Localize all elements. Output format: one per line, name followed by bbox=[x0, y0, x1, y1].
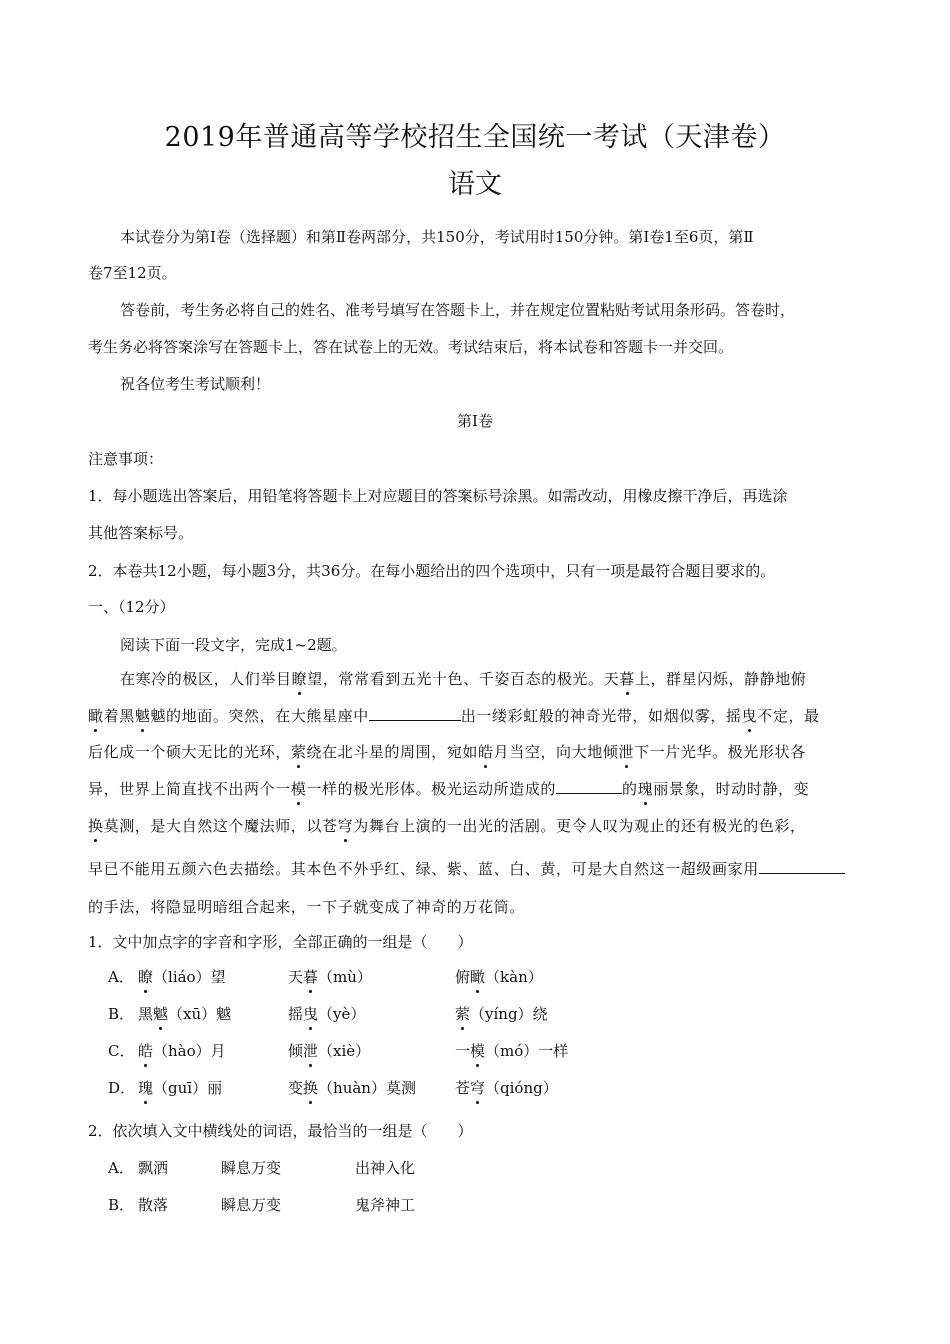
dotted-char: 模 bbox=[290, 780, 307, 798]
passage-line-2 bbox=[88, 705, 866, 726]
option-text: 天 bbox=[288, 968, 304, 986]
dotted-char: 瞰 bbox=[470, 968, 486, 986]
q1-option-b-item-1 bbox=[138, 1003, 231, 1024]
option-text: （guī）丽 bbox=[153, 1079, 223, 1097]
dotted-char: 魆 bbox=[153, 1005, 169, 1023]
intro-paragraph-2-line-1: 答卷前，考生务必将自己的姓名、准考号填写在答题卡上，并在规定位置粘贴考试用条形码。答卷时， bbox=[120, 301, 796, 319]
dotted-char: 瞰 bbox=[88, 707, 104, 725]
passage-text: 早已不能用五颜六色去描绘。其本色不外乎红、绿、紫、蓝、白、黄，可是大自然这一超级画家用 bbox=[88, 860, 759, 878]
note-1-line-1: 1．每小题选出答案后，用铅笔将答题卡上对应题目的答案标号涂黑。如需改动，用橡皮擦干净后，再选涂 bbox=[88, 487, 788, 505]
option-text: （liáo）望 bbox=[153, 968, 226, 986]
dotted-char: 穹 bbox=[337, 817, 354, 835]
note-2: 2．本卷共12小题，每小题3分，共36分。在每小题给出的四个选项中，只有一项是最符合题目要求的。 bbox=[88, 562, 776, 580]
q1-option-c-item-2 bbox=[288, 1040, 370, 1061]
passage-text: 的 bbox=[622, 780, 638, 798]
section-title: 第Ⅰ卷 bbox=[457, 412, 493, 430]
dotted-char: 泄 bbox=[618, 743, 635, 761]
intro-paragraph-1-line-2: 卷7至12页。 bbox=[88, 264, 177, 282]
exam-title: 2019年普通高等学校招生全国统一考试（天津卷） bbox=[164, 122, 786, 153]
q1-option-c-label[interactable]: C． bbox=[108, 1042, 135, 1060]
q1-option-a-label[interactable]: A． bbox=[108, 968, 134, 986]
q1-option-a-item-1 bbox=[138, 966, 226, 987]
passage-line-1 bbox=[120, 668, 866, 689]
dotted-char: 瑰 bbox=[138, 1079, 154, 1097]
q1-option-a-item-3 bbox=[455, 966, 543, 987]
passage-text: 魆的地面。突然，在大熊星座中 bbox=[150, 707, 369, 725]
passage-text: 后化成一个硕大无比的光环， bbox=[88, 743, 291, 761]
q1-option-b-label[interactable]: B． bbox=[108, 1005, 135, 1023]
dotted-char: 萦 bbox=[290, 743, 307, 761]
subject-title: 语文 bbox=[448, 169, 502, 200]
q1-option-c-item-3 bbox=[455, 1040, 568, 1061]
dotted-char: 瞭 bbox=[291, 670, 308, 688]
passage-line-4 bbox=[88, 778, 866, 799]
option-text: （xū）魆 bbox=[168, 1005, 232, 1023]
good-luck-line: 祝各位考生考试顺利！ bbox=[120, 375, 271, 393]
option-text: （mù） bbox=[318, 968, 372, 986]
passage-text: 为舞台上演的一出光的活剧。更令人叹为观止的还有极光的色彩， bbox=[353, 817, 806, 835]
q1-option-c-item-1 bbox=[138, 1040, 226, 1061]
q1-option-a-item-2 bbox=[288, 966, 372, 987]
dotted-char: 皓 bbox=[478, 743, 494, 761]
option-text: （yíng）绕 bbox=[470, 1005, 548, 1023]
passage-text: 望，常常看到五光十色、千姿百态的极光。天 bbox=[307, 670, 620, 688]
option-text: （kàn） bbox=[485, 968, 543, 986]
q2-option-a-word-1: 飘洒 bbox=[138, 1159, 169, 1177]
option-text: 苍 bbox=[455, 1079, 471, 1097]
dotted-char: 暮 bbox=[619, 670, 635, 688]
dotted-char: 瞭 bbox=[138, 968, 154, 986]
q2-option-a-word-3: 出神入化 bbox=[355, 1159, 416, 1177]
question-2-stem: 2．依次填入文中横线处的词语，最恰当的一组是（ ） bbox=[88, 1122, 473, 1140]
dotted-char: 萦 bbox=[455, 1005, 471, 1023]
passage-text: 异，世界上简直找不出两个一 bbox=[88, 780, 291, 798]
fill-blank-3 bbox=[759, 858, 845, 874]
q1-option-b-item-2 bbox=[288, 1003, 365, 1024]
passage-line-3 bbox=[88, 741, 866, 762]
dotted-char: 曳 bbox=[303, 1005, 319, 1023]
dotted-char: 穹 bbox=[470, 1079, 486, 1097]
q1-option-d-item-1 bbox=[138, 1077, 222, 1098]
option-text: （hào）月 bbox=[153, 1042, 226, 1060]
intro-paragraph-2-line-2: 考生务必将答案涂写在答题卡上，答在试卷上的无效。考试结束后，将本试卷和答题卡一并交回。 bbox=[88, 338, 734, 356]
passage-text: 丽景象，时动时静，变 bbox=[653, 780, 810, 798]
fill-blank-1 bbox=[369, 705, 461, 721]
passage-line-6 bbox=[88, 858, 866, 879]
passage-text: 绕在北斗星的周围，宛如 bbox=[306, 743, 479, 761]
dotted-char: 换 bbox=[303, 1079, 319, 1097]
q1-option-d-label[interactable]: D． bbox=[108, 1079, 136, 1097]
q2-option-b-label[interactable]: B． bbox=[108, 1196, 135, 1214]
option-text: 黑 bbox=[138, 1005, 154, 1023]
passage-text: 下一片光华。极光形状各 bbox=[634, 743, 806, 761]
part-1-heading: 一、（12分） bbox=[88, 598, 175, 616]
option-text: （qióng） bbox=[485, 1079, 558, 1097]
part-1-instruction: 阅读下面一段文字，完成1~2题。 bbox=[120, 636, 347, 654]
fill-blank-2 bbox=[556, 778, 622, 794]
passage-text: 在寒冷的极区，人们举目 bbox=[120, 670, 292, 688]
passage-text: 上，群星闪烁，静静地俯 bbox=[634, 670, 807, 688]
q2-option-b-word-1: 散落 bbox=[138, 1196, 169, 1214]
passage-line-5 bbox=[88, 815, 866, 836]
q1-option-b-item-3 bbox=[455, 1003, 548, 1024]
option-text: 倾 bbox=[288, 1042, 304, 1060]
passage-text: 一样的极光形体。极光运动所造成的 bbox=[306, 780, 557, 798]
q1-option-d-item-3 bbox=[455, 1077, 558, 1098]
dotted-char: 换 bbox=[88, 817, 104, 835]
q2-option-a-word-2: 瞬息万变 bbox=[221, 1159, 282, 1177]
option-text: 变 bbox=[288, 1079, 304, 1097]
note-1-line-2: 其他答案标号。 bbox=[88, 524, 194, 542]
passage-line-7: 的手法，将隐显明暗组合起来，一下子就变成了神奇的万花筒。 bbox=[88, 898, 525, 916]
dotted-char: 皓 bbox=[138, 1042, 154, 1060]
passage-text: 着黑 bbox=[103, 707, 135, 725]
q2-option-b-word-3: 鬼斧神工 bbox=[355, 1196, 416, 1214]
option-text: （xiè） bbox=[318, 1042, 371, 1060]
q2-option-b-word-2: 瞬息万变 bbox=[221, 1196, 282, 1214]
q1-option-d-item-2 bbox=[288, 1077, 416, 1098]
option-text: （mó）一样 bbox=[485, 1042, 569, 1060]
passage-text: 月当空，向大地倾 bbox=[493, 743, 619, 761]
passage-text: 出一缕彩虹般的神奇光带，如烟似雾，摇 bbox=[460, 707, 742, 725]
dotted-char: 暮 bbox=[303, 968, 319, 986]
q2-option-a-label[interactable]: A． bbox=[108, 1159, 134, 1177]
option-text: 摇 bbox=[288, 1005, 304, 1023]
option-text: 一 bbox=[455, 1042, 471, 1060]
passage-text: 莫测，是大自然这个魔法师，以苍 bbox=[103, 817, 338, 835]
dotted-char: 泄 bbox=[303, 1042, 319, 1060]
dotted-char: 模 bbox=[470, 1042, 486, 1060]
option-text: （huàn）莫测 bbox=[318, 1079, 416, 1097]
passage-text: 不定，最 bbox=[757, 707, 820, 725]
dotted-char: 曳 bbox=[741, 707, 758, 725]
intro-paragraph-1-line-1: 本试卷分为第Ⅰ卷（选择题）和第Ⅱ卷两部分，共150分，考试用时150分钟。第Ⅰ卷1至6页，第Ⅱ bbox=[120, 228, 754, 246]
dotted-char: 魆 bbox=[134, 707, 151, 725]
question-1-stem: 1．文中加点字的字音和字形，全部正确的一组是（ ） bbox=[88, 933, 473, 951]
notes-heading: 注意事项： bbox=[88, 450, 164, 468]
option-text: 俯 bbox=[455, 968, 471, 986]
dotted-char: 瑰 bbox=[637, 780, 654, 798]
option-text: （yè） bbox=[318, 1005, 366, 1023]
